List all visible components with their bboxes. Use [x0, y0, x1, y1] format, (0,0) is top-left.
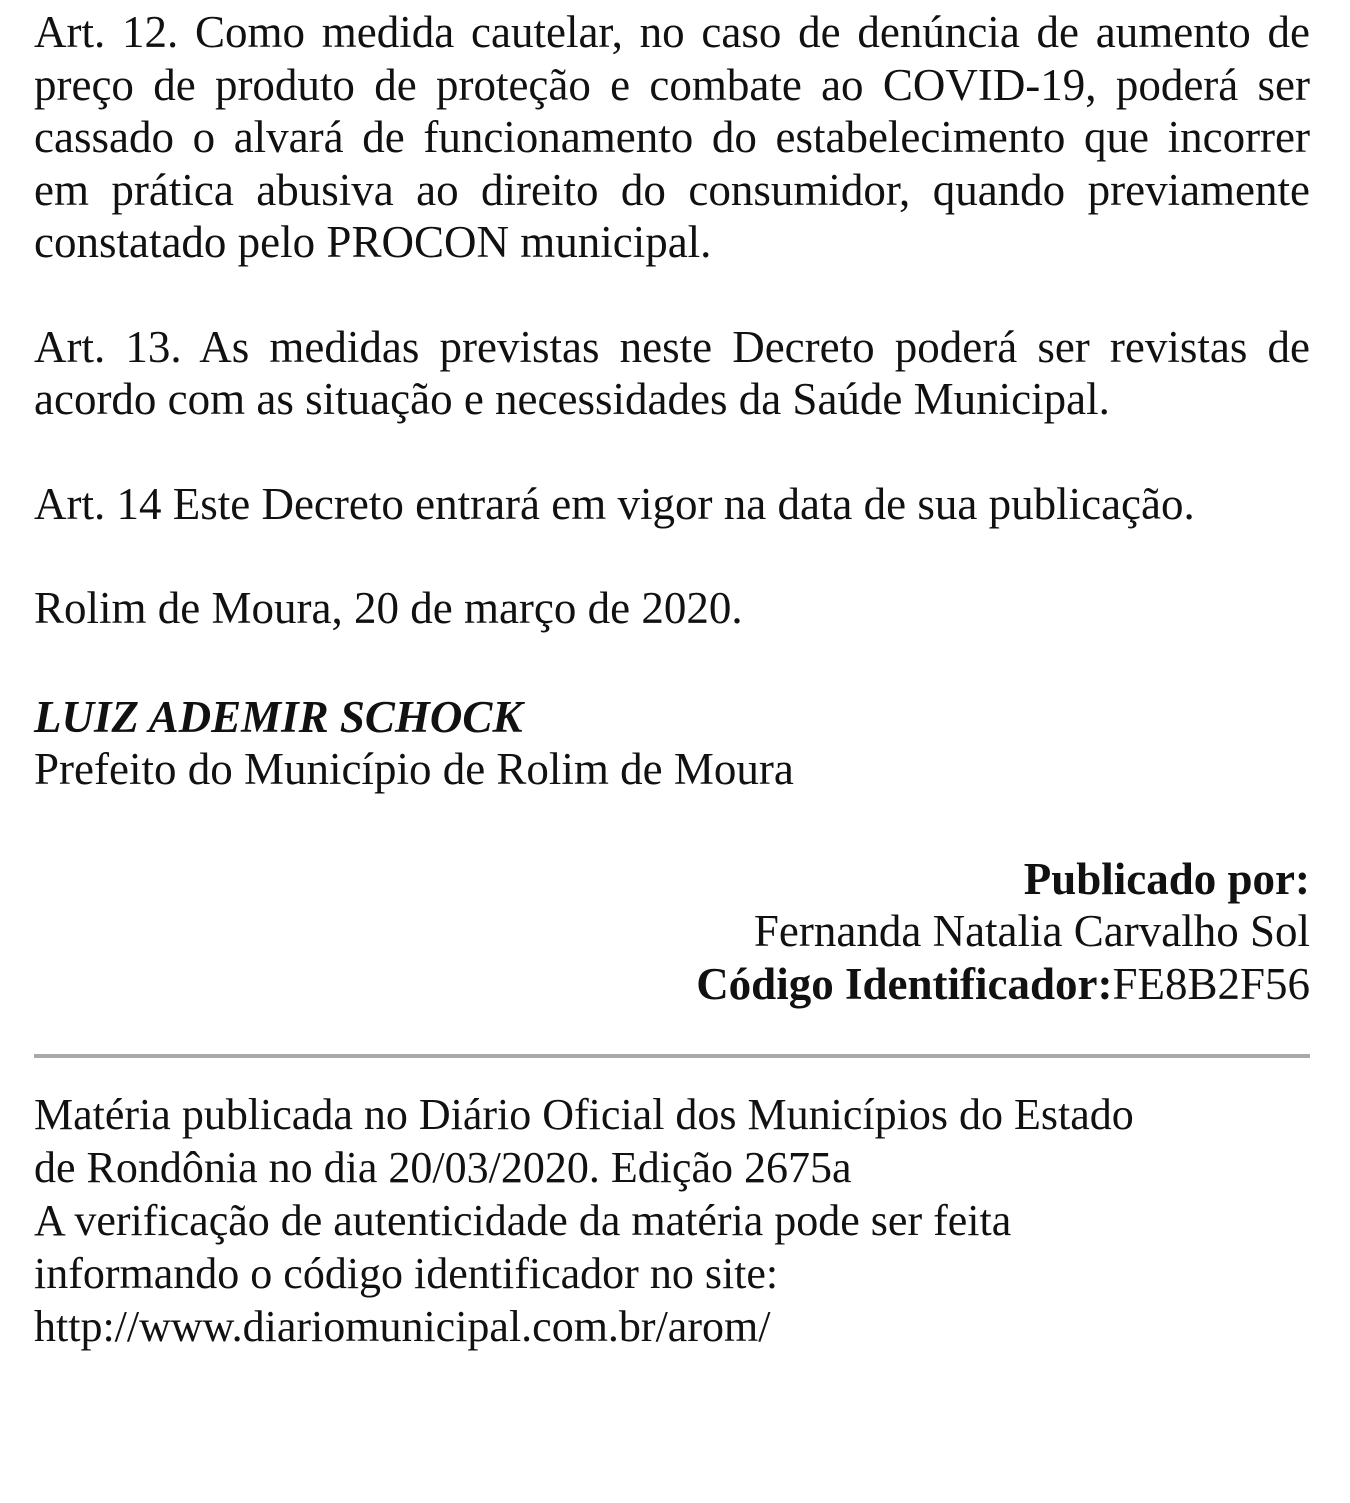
footer-line-2: de Rondônia no dia 20/03/2020. Edição 2675a — [34, 1143, 852, 1192]
identifier-code-line — [34, 958, 1310, 1011]
identifier-code-value: FE8B2F56 — [1112, 958, 1310, 1009]
published-by-label: Publicado por: — [1023, 853, 1310, 904]
footer-line-3: A verificação de autenticidade da matéria pode ser feita — [34, 1196, 1012, 1245]
identifier-code-label: Código Identificador: — [696, 958, 1113, 1009]
article-13: Art. 13. As medidas previstas neste Decreto poderá ser revistas de acordo com as situação e necessidades da Saúde Municipal. — [34, 321, 1310, 424]
article-12: Art. 12. Como medida cautelar, no caso de denúncia de aumento de preço de produto de proteção e combate ao COVID-19, poderá ser cassado o alvará de funcionamento do estabelecimento que incorrer em prática abusiva ao direito do consumidor, quando previamente constatado pelo PROCON municipal. — [34, 7, 1310, 267]
footer-line-1: Matéria publicada no Diário Oficial dos Municípios do Estado — [34, 1090, 1134, 1139]
publication-footer — [34, 1088, 1310, 1353]
signer-name: LUIZ ADEMIR SCHOCK — [34, 691, 523, 742]
verification-url[interactable]: http://www.diariomunicipal.com.br/arom/ — [34, 1302, 771, 1351]
place-date: Rolim de Moura, 20 de março de 2020. — [34, 583, 743, 633]
signer-role: Prefeito do Município de Rolim de Moura — [34, 744, 794, 794]
publisher-block — [34, 853, 1310, 1011]
article-14: Art. 14 Este Decreto entrará em vigor na data de sua publicação. — [34, 478, 1195, 529]
signature-block — [34, 691, 1310, 796]
divider-line — [34, 1054, 1310, 1058]
publisher-name: Fernanda Natalia Carvalho Sol — [753, 906, 1310, 956]
footer-line-4: informando o código identificador no site: — [34, 1249, 779, 1298]
